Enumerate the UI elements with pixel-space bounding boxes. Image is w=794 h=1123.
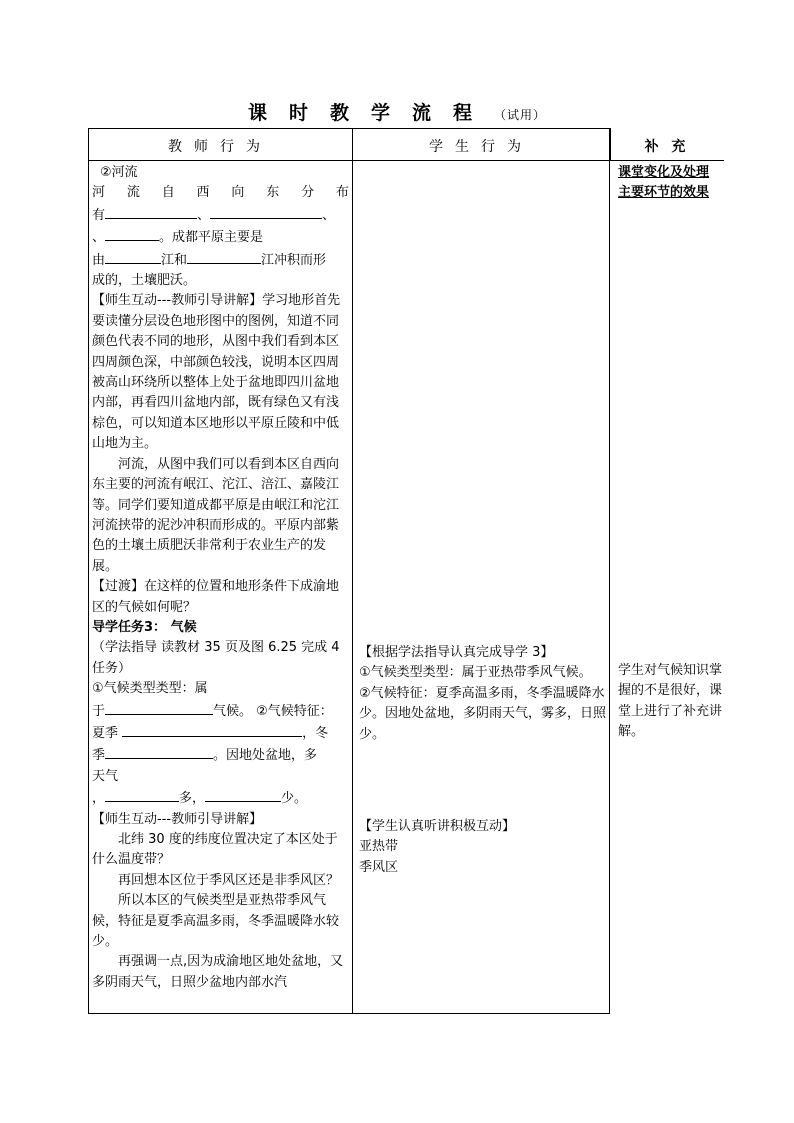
- climate-question-1: ①气候类型类型：属: [92, 681, 208, 697]
- header-supplement: 补 充: [644, 139, 690, 155]
- supplement-heading-1: 课堂变化及处理: [618, 165, 710, 180]
- student-listen-label: 【学生认真听讲积极互动】: [359, 819, 516, 835]
- river-heading: ②河流: [100, 165, 138, 180]
- interact-2-paragraph-4: 再强调一点,因为成渝地区地处盆地，又多阴雨天气，日照少盆地内部水汽: [92, 954, 344, 990]
- river-line-4: 由 江和 江冲积而形: [92, 249, 349, 271]
- student-column: [359, 643, 607, 878]
- header-teacher: 教师行为: [168, 139, 272, 155]
- climate-question-3: 夏季 ，冬: [92, 722, 349, 744]
- header-divider: [88, 160, 610, 161]
- river-line-1: 河 流 自 西 向 东 分 布: [92, 185, 349, 201]
- supplement-column: [618, 163, 726, 742]
- fill-blank[interactable]: [105, 249, 161, 264]
- student-reply-2: 季风区: [359, 859, 399, 875]
- river-line-3: 、 。成都平原主要是: [92, 226, 349, 248]
- fill-blank[interactable]: [105, 700, 213, 715]
- student-answer-2: ②气候特征：夏季高温多雨，冬季温暖降水少。因地处盆地，多阴雨天气，雾多，日照少。: [359, 685, 607, 742]
- fill-blank[interactable]: [205, 787, 281, 802]
- climate-question-6: ， 多， 少。: [92, 787, 349, 809]
- student-task-label: 【根据学法指导认真完成导学 3】: [359, 645, 554, 660]
- river-line-2: 有 、 、: [92, 204, 349, 226]
- title-sub: （试用）: [494, 108, 547, 122]
- climate-question-4: 季 。因地处盆地，多: [92, 744, 349, 766]
- teacher-column: [92, 163, 349, 993]
- task-3-heading: 导学任务3： 气候: [92, 619, 197, 635]
- supplement-header-underline: [610, 160, 724, 161]
- fill-blank[interactable]: [122, 722, 302, 737]
- interact-2-paragraph-2: 再回想本区位于季风区还是非季风区？: [118, 872, 340, 888]
- column-divider-1: [352, 128, 353, 1014]
- river-line-5: 成的，土壤肥沃。: [92, 273, 197, 289]
- interact-2-label: 【师生互动---教师引导讲解】: [92, 811, 263, 827]
- interact-2-paragraph-3: 所以本区的气候类型是亚热带季风气候，特征是夏季高温多雨，冬季温暖降水较少。: [92, 893, 340, 950]
- fill-blank[interactable]: [210, 204, 322, 219]
- student-reply-1: 亚热带: [359, 839, 399, 855]
- header-student: 学生行为: [429, 139, 533, 155]
- task-3-guide: （学法指导 读教材 35 页及图 6.25 完成 4 任务）: [92, 640, 340, 676]
- transition-paragraph: 【过渡】在这样的位置和地形条件下成渝地区的气候如何呢？: [92, 579, 340, 615]
- river-paragraph: 河流，从图中我们可以看到本区自西向东主要的河流有岷江、沱江、涪江、嘉陵江等。同学们要知道成都平原是由岷江和沱江河流挟带的泥沙冲积而形成的。平原内部紫色的土壤土质肥沃非常利于农业生产的发展。: [92, 456, 340, 574]
- student-answer-1: ①气候类型类型：属于亚热带季风气候。: [359, 665, 592, 681]
- fill-blank[interactable]: [105, 226, 159, 241]
- interact-1-paragraph: 【师生互动---教师引导讲解】学习地形首先要读懂分层设色地形图中的图例，知道不同颜色代表不同的地形，从图中我们看到本区四周颜色深，中部颜色较浅，说明本区四周被高山环绕所以整体上处于盆地即四川盆地内部，再看四川盆地内部，既有绿色又有浅棕色，可以知道本区地形以平原丘陵和中低山地为主。: [92, 293, 341, 452]
- supplement-heading-2: 主要环节的效果: [618, 185, 710, 201]
- supplement-note: 学生对气候知识掌握的不是很好，课堂上进行了补充讲解。: [618, 662, 723, 740]
- climate-question-2: 于 气候。 ②气候特征：: [92, 700, 349, 722]
- interact-2-paragraph-1: 北纬 30 度的纬度位置决定了本区处于什么温度带？: [92, 832, 338, 868]
- climate-question-5: 天气: [92, 768, 119, 784]
- fill-blank[interactable]: [187, 249, 261, 264]
- title-main: 课时教学流程: [247, 102, 494, 124]
- fill-blank[interactable]: [105, 204, 197, 219]
- fill-blank[interactable]: [105, 744, 213, 759]
- fill-blank[interactable]: [105, 787, 179, 802]
- page-title: [0, 98, 794, 125]
